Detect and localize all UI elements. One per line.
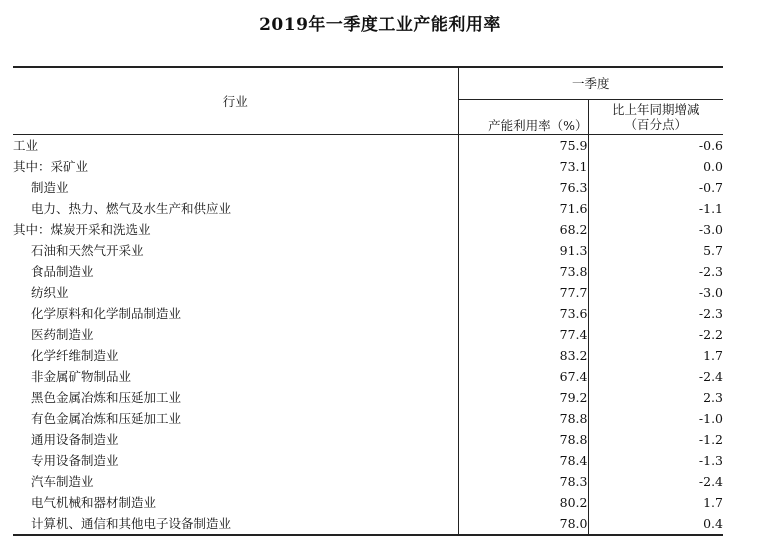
row-industry-name: 工业 xyxy=(13,134,458,156)
row-industry-name: 化学纤维制造业 xyxy=(13,345,458,366)
row-industry-name: 通用设备制造业 xyxy=(13,429,458,450)
table-title: 2019年一季度工业产能利用率 xyxy=(259,15,501,35)
table-row xyxy=(13,408,723,429)
row-utilization: 67.4 xyxy=(458,366,588,387)
header-yoy-change-line2: （百分点） xyxy=(624,116,687,132)
header-utilization: 产能利用率（%） xyxy=(458,99,588,134)
row-industry-name: 有色金属冶炼和压延加工业 xyxy=(13,408,458,429)
row-utilization: 78.0 xyxy=(458,513,588,535)
row-change: -2.3 xyxy=(698,263,723,279)
header-yoy-change xyxy=(588,99,723,134)
row-change: 1.7 xyxy=(703,494,723,510)
row-industry-name: 制造业 xyxy=(13,177,458,198)
row-utilization: 79.2 xyxy=(458,387,588,408)
table-row xyxy=(13,324,723,345)
row-utilization: 83.2 xyxy=(458,345,588,366)
row-utilization: 78.3 xyxy=(458,471,588,492)
row-industry-name: 医药制造业 xyxy=(13,324,458,345)
row-change: -3.0 xyxy=(698,284,723,300)
row-change: -2.3 xyxy=(698,305,723,321)
row-utilization: 68.2 xyxy=(458,219,588,240)
table-row xyxy=(13,513,723,535)
row-industry-name: 其中：采矿业 xyxy=(13,156,458,177)
row-industry-name: 电气机械和器材制造业 xyxy=(13,492,458,513)
table-row xyxy=(13,156,723,177)
row-industry-name: 其中：煤炭开采和洗选业 xyxy=(13,219,458,240)
row-industry-name: 黑色金属冶炼和压延加工业 xyxy=(13,387,458,408)
row-change: 2.3 xyxy=(703,389,723,405)
table-row xyxy=(13,387,723,408)
row-utilization: 78.4 xyxy=(458,450,588,471)
row-industry-name: 电力、热力、燃气及水生产和供应业 xyxy=(13,198,458,219)
table-row xyxy=(13,198,723,219)
row-utilization: 91.3 xyxy=(458,240,588,261)
row-change: -1.3 xyxy=(698,452,723,468)
row-change: -1.0 xyxy=(698,410,723,426)
row-change: -1.2 xyxy=(698,431,723,447)
row-utilization: 73.1 xyxy=(458,156,588,177)
row-industry-name: 纺织业 xyxy=(13,282,458,303)
row-utilization: 78.8 xyxy=(458,429,588,450)
header-yoy-change-line1: 比上年同期增减 xyxy=(611,101,700,117)
row-change: -2.4 xyxy=(698,473,723,489)
row-change: 1.7 xyxy=(703,347,723,363)
row-utilization: 76.3 xyxy=(458,177,588,198)
row-change: -2.4 xyxy=(698,368,723,384)
row-change: -0.6 xyxy=(698,137,723,153)
table-row xyxy=(13,492,723,513)
table-row xyxy=(13,134,723,156)
table-row xyxy=(13,261,723,282)
table-row xyxy=(13,177,723,198)
table-row xyxy=(13,282,723,303)
table-row xyxy=(13,303,723,324)
row-utilization: 80.2 xyxy=(458,492,588,513)
row-change: 5.7 xyxy=(703,242,723,258)
row-industry-name: 非金属矿物制品业 xyxy=(13,366,458,387)
row-change: -1.1 xyxy=(698,200,723,216)
table-row xyxy=(13,240,723,261)
table-row xyxy=(13,429,723,450)
row-industry-name: 汽车制造业 xyxy=(13,471,458,492)
row-industry-name: 计算机、通信和其他电子设备制造业 xyxy=(13,513,458,535)
capacity-utilization-table xyxy=(13,66,723,536)
header-quarter: 一季度 xyxy=(458,67,723,99)
row-change: 0.4 xyxy=(588,513,723,535)
row-utilization: 73.6 xyxy=(458,303,588,324)
row-change: -3.0 xyxy=(698,221,723,237)
row-industry-name: 化学原料和化学制品制造业 xyxy=(13,303,458,324)
table-row xyxy=(13,366,723,387)
row-utilization: 73.8 xyxy=(458,261,588,282)
row-utilization: 77.4 xyxy=(458,324,588,345)
row-change: -0.7 xyxy=(698,179,723,195)
row-utilization: 75.9 xyxy=(458,134,588,156)
row-utilization: 77.7 xyxy=(458,282,588,303)
row-utilization: 71.6 xyxy=(458,198,588,219)
row-industry-name: 专用设备制造业 xyxy=(13,450,458,471)
table-row xyxy=(13,450,723,471)
row-industry-name: 石油和天然气开采业 xyxy=(13,240,458,261)
table-row xyxy=(13,219,723,240)
table-row xyxy=(13,345,723,366)
header-industry: 行业 xyxy=(13,67,458,134)
row-change: 0.0 xyxy=(703,158,723,174)
table-row xyxy=(13,471,723,492)
row-change: -2.2 xyxy=(698,326,723,342)
row-utilization: 78.8 xyxy=(458,408,588,429)
row-industry-name: 食品制造业 xyxy=(13,261,458,282)
